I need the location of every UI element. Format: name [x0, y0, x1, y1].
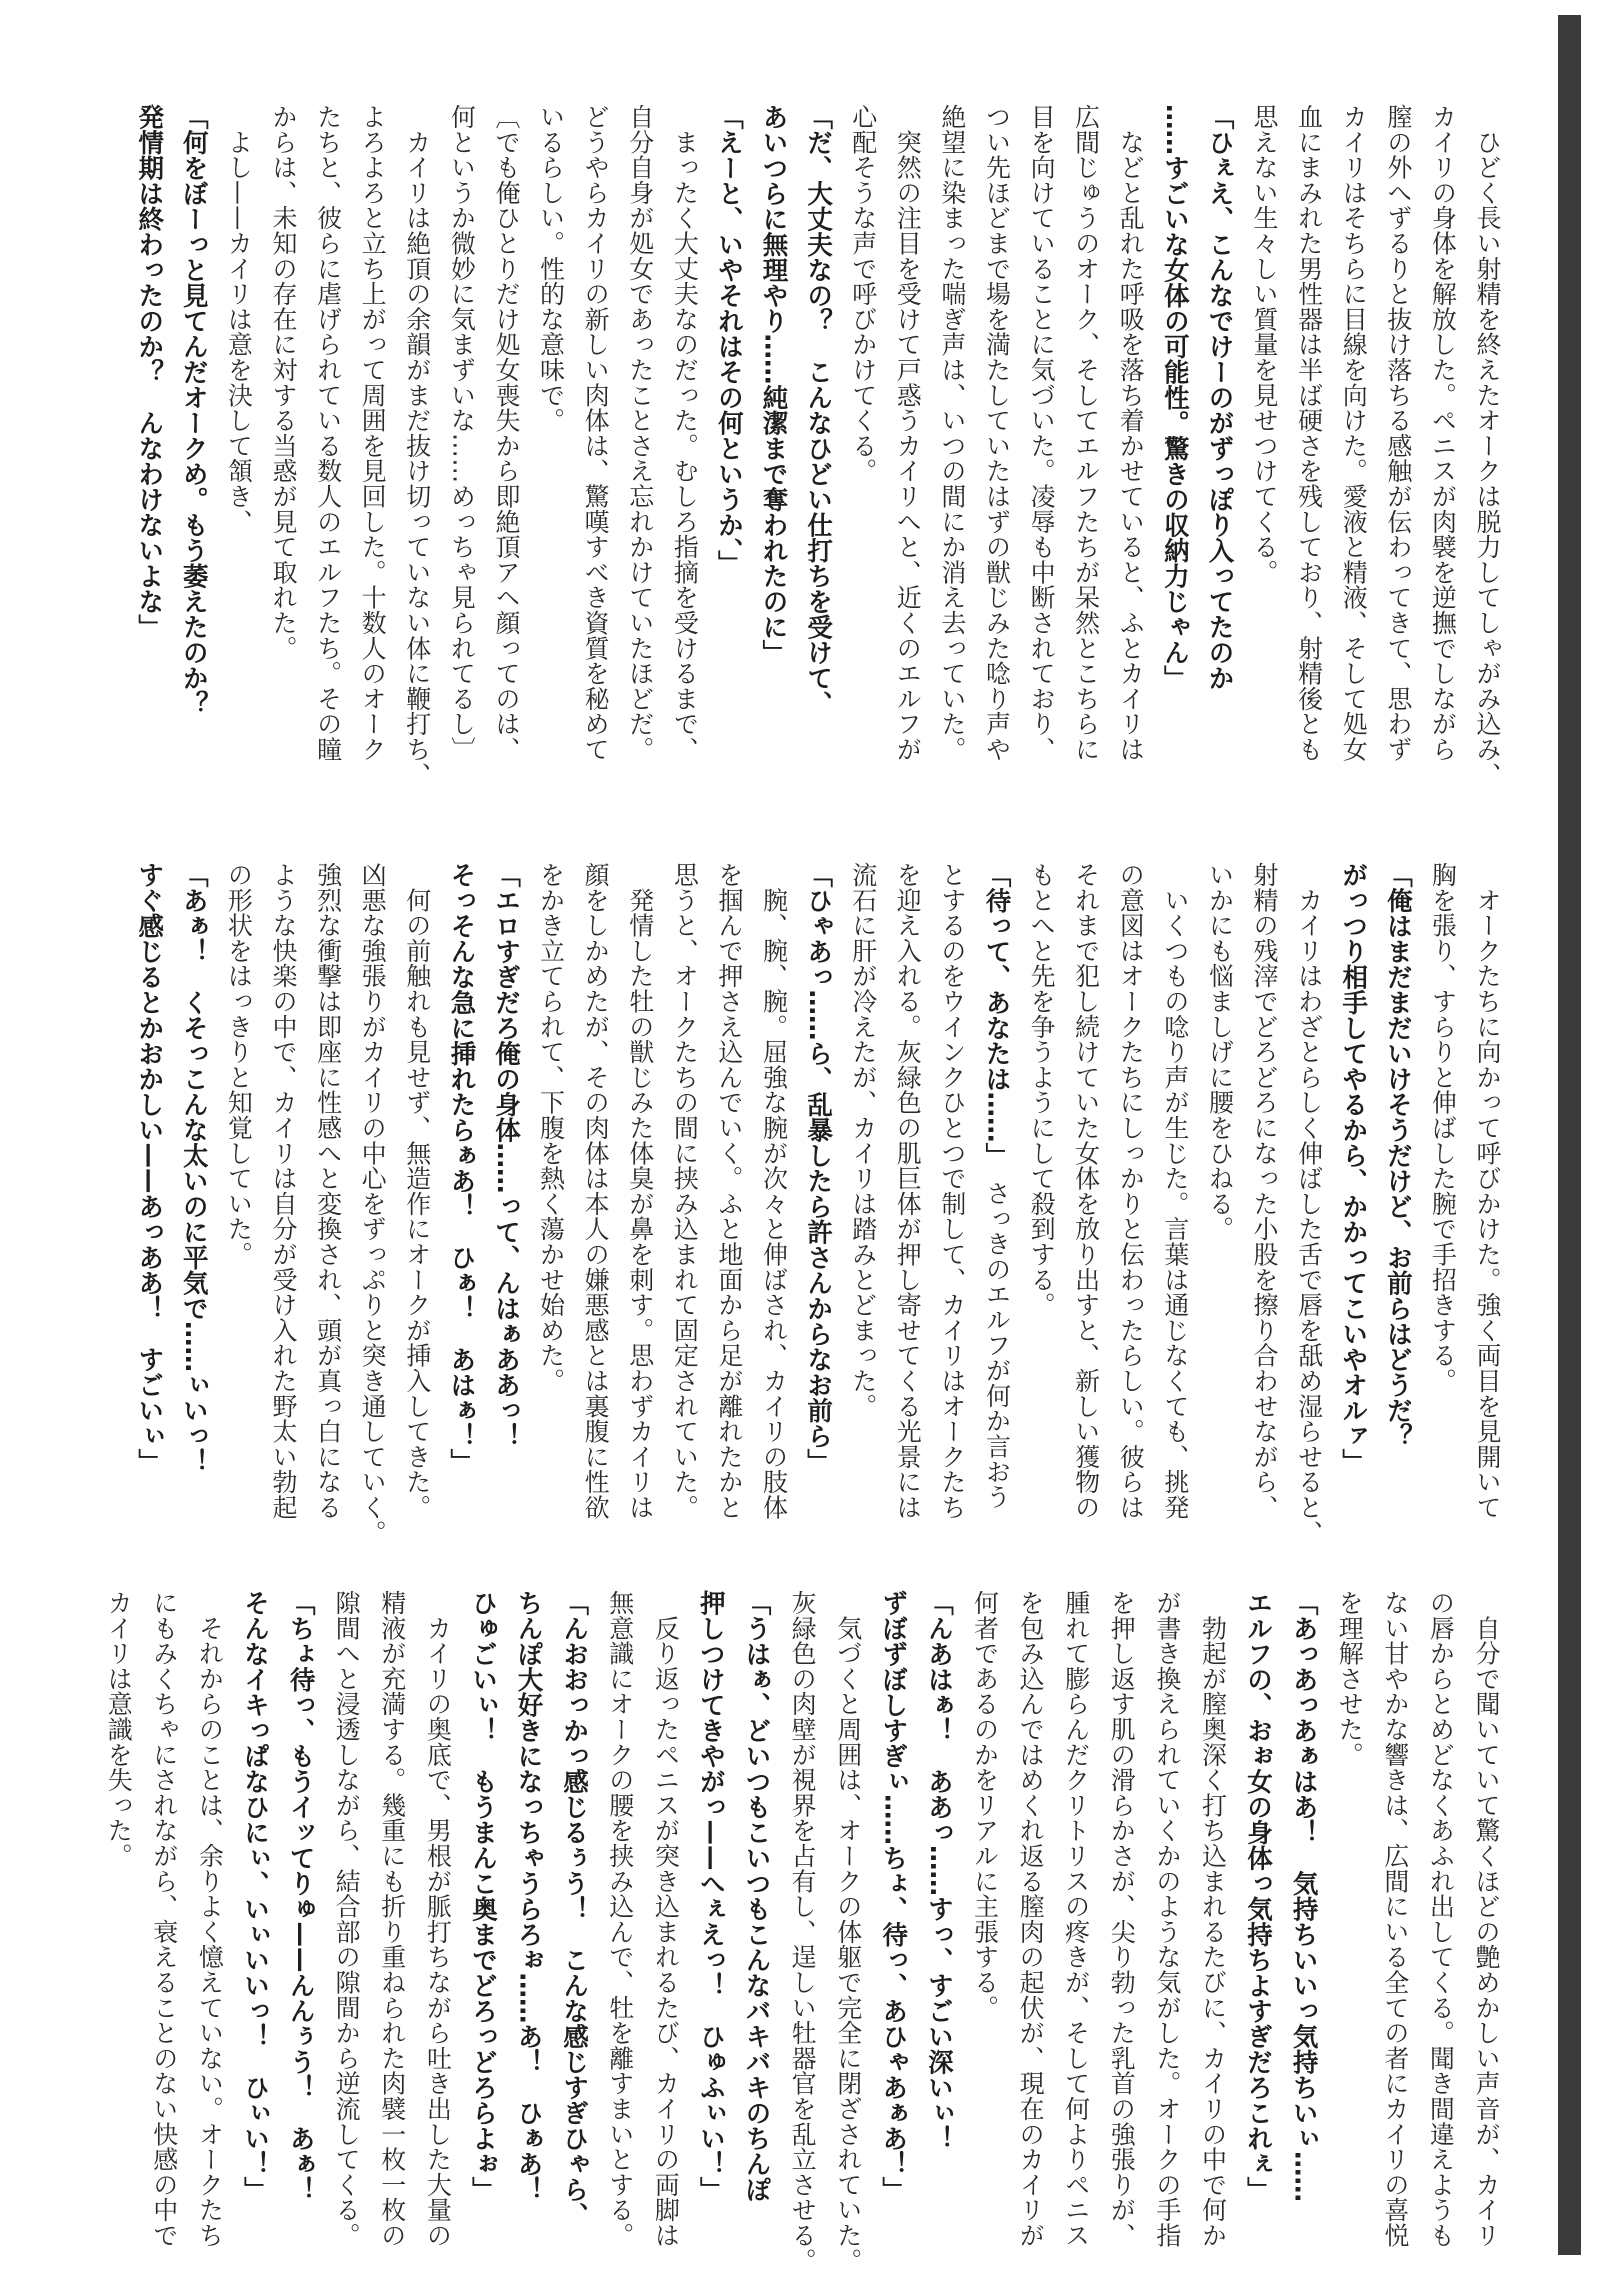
narration-text: いるらしい。性的な意味で。 — [536, 104, 566, 433]
narration-text: を包み込んではめくれ返る膣肉の起伏が、現在のカイリが — [1016, 1590, 1046, 2248]
narration-text: からは、未知の存在に対する当惑が見て取れた。 — [268, 104, 298, 661]
text-line — [871, 1590, 917, 2280]
text-line — [1197, 862, 1242, 1552]
narration-text: を掴んで押さえ込んでいく。ふと地面から足が離れたかと — [714, 862, 744, 1520]
narration-text: いかにも悩ましげに腰をひねる。 — [1205, 862, 1235, 1242]
text-line — [796, 862, 841, 1552]
text-line — [751, 104, 796, 794]
narration-text: 目を向けていることに気づいた。凌辱も中断されており、 — [1027, 104, 1057, 762]
narration-text: カイリは絶頂の余韻がまだ抜け切っていない体に鞭打ち、 — [402, 104, 432, 788]
text-line — [127, 862, 172, 1552]
text-line — [662, 862, 707, 1552]
text-line — [1108, 862, 1153, 1552]
narration-text: の唇からとめどなくあふれ出してくる。聞き間違えようも — [1426, 1590, 1456, 2248]
narration-text: つい先ほどまで場を満たしていたはずの獣じみた唸り声や — [982, 104, 1012, 762]
text-line — [305, 104, 350, 794]
narration-text: 自分自身が処女であったことさえ忘れかけていたほどだ。 — [625, 104, 655, 762]
narration-text: たちと、彼らに虐げられている数人のエルフたち。その瞳 — [313, 104, 343, 762]
text-line — [840, 104, 885, 794]
narration-text: 何者であるのかをリアルに主張する。 — [970, 1590, 1000, 2021]
dialogue-text: 「んあはぁ！ ああっ……すっ、すごい深いぃ！ — [923, 1590, 954, 2151]
text-line — [1281, 1590, 1327, 2280]
text-line — [1152, 104, 1197, 794]
dialogue-text: そっそんな急に挿れたらぁあ！ ひぁ！ あはぁ！」 — [446, 862, 477, 1474]
narration-text: どうやらカイリの新しい肉体は、驚嘆すべき資質を秘めて — [581, 104, 611, 762]
dialogue-text: 「んおおっかっ感じるぅう！ こんな感じすぎひゃら、 — [559, 1590, 590, 2228]
text-line — [1286, 862, 1331, 1552]
text-line — [1420, 862, 1465, 1552]
text-line — [1420, 104, 1465, 794]
text-line — [305, 862, 350, 1552]
text-line — [840, 862, 885, 1552]
text-line — [171, 104, 216, 794]
dialogue-text: 「待って、あなたは……」 — [981, 862, 1012, 1156]
narration-text: 反り返ったペニスが突き込まれるたび、カイリの両脚は — [651, 1590, 681, 2248]
narration-text: 射精の残滓でどろどろになった小股を擦り合わせながら、 — [1250, 862, 1280, 1520]
dialogue-text: 押しつけてきやがっ——へぇえっ！ ひゅふぃい！」 — [695, 1590, 726, 2202]
text-line — [171, 862, 216, 1552]
text-tier-top — [126, 104, 1509, 794]
text-line — [1464, 104, 1509, 794]
text-line — [483, 862, 528, 1552]
narration-text: を理解させた。 — [1335, 1590, 1365, 1768]
dialogue-text: そんなイキっぱなひにぃ、いぃいいっ！ ひぃい！」 — [239, 1590, 270, 2202]
narration-text: の意図はオークたちにしっかりと伝わったらしい。彼らは — [1116, 862, 1146, 1520]
text-line — [1007, 1590, 1053, 2280]
narration-text: 勃起が膣奥深く打ち込まれるたびに、カイリの中で何か — [1198, 1590, 1228, 2248]
narration-text: カイリは意識を失った。 — [104, 1590, 134, 1869]
narration-text: 精液が充満する。幾重にも折り重ねられた肉襞一枚一枚の — [377, 1590, 407, 2248]
text-line — [1053, 1590, 1099, 2280]
text-line — [394, 104, 439, 794]
text-line — [216, 862, 261, 1552]
text-line — [1235, 1590, 1281, 2280]
narration-text: 無意識にオークの腰を挟み込んで、牡を離すまいとする。 — [605, 1590, 635, 2248]
text-line — [662, 104, 707, 794]
text-line — [187, 1590, 233, 2280]
narration-text: よろよろと立ち上がって周囲を見回した。十数人のオーク — [358, 104, 388, 762]
text-line — [929, 104, 974, 794]
dialogue-text: ちんぽ大好きになっちゃうらろぉ……あ！ ひぁあ！ — [513, 1590, 544, 2202]
text-line — [1375, 862, 1420, 1552]
text-line — [1327, 1590, 1373, 2280]
text-line — [528, 862, 573, 1552]
text-line — [232, 1590, 278, 2280]
text-line — [369, 1590, 415, 2280]
narration-text: ない甘やかな響きは、広間にいる全ての者にカイリの喜悦 — [1380, 1590, 1410, 2248]
text-line — [780, 1590, 826, 2280]
text-line — [96, 1590, 142, 2280]
text-line — [796, 104, 841, 794]
dialogue-text: 「ひゃあっ……ら、乱暴したら許さんからなお前ら」 — [803, 862, 834, 1474]
narration-text: 凶悪な強張りがカイリの中心をずっぷりと突き通していく。 — [358, 862, 388, 1546]
narration-text: 心配そうな声で呼びかけてくる。 — [848, 104, 878, 484]
dialogue-text: 「俺はまだまだいけそうだけど、お前らはどうだ？ — [1382, 862, 1413, 1449]
text-tier-middle — [126, 862, 1509, 1552]
text-line — [260, 104, 305, 794]
narration-text: 突然の注目を受けて戸惑うカイリへと、近くのエルフが — [893, 104, 923, 762]
dialogue-text: ……すごいな女体の可能性。驚きの収納力じゃん」 — [1159, 104, 1190, 691]
text-line — [1063, 862, 1108, 1552]
narration-text: カイリの身体を解放した。ペニスが肉襞を逆撫でしながら — [1428, 104, 1458, 762]
text-line — [1464, 862, 1509, 1552]
dialogue-text: エルフの、おぉ女の身体っ気持ちよすぎだろこれぇ」 — [1243, 1590, 1274, 2202]
narration-text: それからのことは、余りよく憶えていない。オークたち — [195, 1590, 225, 2248]
narration-text: にもみくちゃにされながら、衰えることのない快感の中で — [149, 1590, 179, 2248]
text-line — [573, 104, 618, 794]
narration-text: を迎え入れる。灰緑色の肌巨体が押し寄せてくる光景には — [893, 862, 923, 1520]
text-line — [394, 862, 439, 1552]
text-line — [483, 104, 528, 794]
text-line — [127, 104, 172, 794]
text-line — [260, 862, 305, 1552]
narration-text: ような快楽の中で、カイリは自分が受け入れた野太い勃起 — [268, 862, 298, 1520]
text-line — [552, 1590, 598, 2280]
text-line — [1063, 104, 1108, 794]
text-line — [439, 104, 484, 794]
dialogue-text: 「あっあっあぁはあ！ 気持ちいいっ気持ちいぃ…… — [1288, 1590, 1319, 2202]
narration-text: もとへと先を争うようにして殺到する。 — [1027, 862, 1057, 1318]
text-line — [141, 1590, 187, 2280]
text-line — [885, 862, 930, 1552]
text-line — [962, 1590, 1008, 2280]
text-line — [1331, 862, 1376, 1552]
narration-text: カイリはそちらに目線を向けた。愛液と精液、そして処女 — [1339, 104, 1369, 762]
text-line — [439, 862, 484, 1552]
text-line — [1018, 862, 1063, 1552]
text-line — [350, 104, 395, 794]
text-line — [1197, 104, 1242, 794]
narration-text: まったく大丈夫なのだった。むしろ指摘を受けるまで、 — [670, 104, 700, 762]
narration-text: 発情した牡の獣じみた体臭が鼻を刺す。思わずカイリは — [625, 862, 655, 1520]
narration-text: の形状をはっきりと知覚していた。 — [224, 862, 254, 1267]
text-line — [706, 862, 751, 1552]
dialogue-text: ひゅごいぃ！ もうまんこ奥までどろっどろらよぉ」 — [467, 1590, 498, 2202]
narration-text: ひどく長い射精を終えたオークは脱力してしゃがみ込み、 — [1473, 104, 1502, 788]
dialogue-text: あいつらに無理やり……純潔まで奪われたのに」 — [758, 104, 789, 665]
narration-text: などと乱れた呼吸を落ち着かせていると、ふとカイリは — [1116, 104, 1146, 762]
text-line — [1241, 104, 1286, 794]
narration-text: 隙間へと浸透しながら、結合部の隙間から逆流してくる。 — [332, 1590, 362, 2248]
text-line — [324, 1590, 370, 2280]
narration-text: 腫れて膨らんだクリトリスの疼きが、そして何よりペニス — [1061, 1590, 1091, 2248]
text-line — [415, 1590, 461, 2280]
text-line — [1152, 862, 1197, 1552]
narration-text: さっきのエルフが何か言おう — [982, 1155, 1012, 1510]
dialogue-text: 「だ、大丈夫なの？ こんなひどい仕打ちを受けて、 — [803, 104, 834, 716]
narration-text: 思えない生々しい質量を見せつけてくる。 — [1250, 104, 1280, 585]
dialogue-text: ずぼずぼしすぎぃ……ちょ、待っ、あひゃあぁあ！」 — [878, 1590, 909, 2202]
narration-text: 灰緑色の肉壁が視界を占有し、逞しい牡器官を乱立させる。 — [788, 1590, 818, 2274]
text-line — [643, 1590, 689, 2280]
text-line — [1331, 104, 1376, 794]
text-line — [1463, 1590, 1509, 2280]
narration-text: 血にまみれた男性器は半ば硬さを残しており、射精後とも — [1294, 104, 1324, 762]
text-line — [1144, 1590, 1190, 2280]
narration-text: 顔をしかめたが、その肉体は本人の嫌悪感とは裏腹に性欲 — [581, 862, 611, 1520]
narration-text: 膣の外へずるりと抜け落ちる感触が伝わってきて、思わず — [1383, 104, 1413, 762]
text-line — [974, 862, 1019, 1552]
narration-text: 腕、腕、腕。屈強な腕が次々と伸ばされ、カイリの肢体 — [759, 862, 789, 1520]
narration-text: いくつもの唸り声が生じた。言葉は通じなくても、挑発 — [1160, 862, 1190, 1520]
narration-text: 何の前触れも見せず、無造作にオークが挿入してきた。 — [402, 862, 432, 1520]
narration-text: 胸を張り、すらりと伸ばした腕で手招きする。 — [1428, 862, 1458, 1394]
narration-text: 〔でも俺ひとりだけ処女喪失から即絶頂アヘ顔ってのは、 — [491, 104, 521, 762]
narration-text: 思うと、オークたちの間に挟み込まれて固定されていた。 — [670, 862, 700, 1520]
text-line — [597, 1590, 643, 2280]
narration-text: 流石に肝が冷えたが、カイリは踏みとどまった。 — [848, 862, 878, 1419]
text-line — [216, 104, 261, 794]
text-line — [528, 104, 573, 794]
text-line — [751, 862, 796, 1552]
dialogue-text: 「えーと、いやそれはその何というか、」 — [713, 104, 744, 576]
text-line — [825, 1590, 871, 2280]
text-line — [1190, 1590, 1236, 2280]
text-line — [573, 862, 618, 1552]
dialogue-text: 「うはぁ、どいつもこいつもこんなバキバキのちんぽ — [741, 1590, 772, 2202]
narration-text: 自分で聞いていて驚くほどの艶めかしい声音が、カイリ — [1472, 1590, 1501, 2248]
text-line — [706, 104, 751, 794]
narration-text: 強烈な衝撃は即座に性感へと変換され、頭が真っ白になる — [313, 862, 343, 1520]
text-line — [460, 1590, 506, 2280]
dialogue-text: 「エロすぎだろ俺の身体……って、んはぁああっ！ — [490, 862, 521, 1449]
text-line — [1372, 1590, 1418, 2280]
text-line — [1241, 862, 1286, 1552]
narration-text: それまで犯し続けていた女体を放り出すと、新しい獲物の — [1071, 862, 1101, 1520]
narration-text: が書き換えられていくかのような気がした。オークの手指 — [1152, 1590, 1182, 2248]
narration-text: よし——カイリは意を決して頷き、 — [224, 104, 254, 535]
dialogue-text: がっつり相手してやるから、かかってこいやオルァ」 — [1338, 862, 1369, 1474]
narration-text: オークたちに向かって呼びかけた。強く両目を見開いて — [1473, 862, 1502, 1520]
narration-text: 何というか微妙に気まずいな……めっちゃ見られてるし〕 — [447, 104, 477, 762]
text-line — [1418, 1590, 1464, 2280]
text-line — [916, 1590, 962, 2280]
text-line — [1108, 104, 1153, 794]
dialogue-text: 「ひぇえ、こんなでけーのがずっぽり入ってたのか — [1204, 104, 1235, 691]
text-line — [885, 104, 930, 794]
text-line — [617, 862, 662, 1552]
narration-text: を押し返す肌の滑らかさが、尖り勃った乳首の強張りが、 — [1107, 1590, 1137, 2248]
page-edge-bar — [1558, 15, 1581, 2255]
text-line — [617, 104, 662, 794]
dialogue-text: 「何をぼーっと見てんだオークめ。もう萎えたのか？ — [178, 104, 209, 716]
text-tier-bottom — [95, 1590, 1509, 2280]
dialogue-text: すぐ感じるとかおかしい——あっああ！ すごいぃ」 — [134, 862, 165, 1474]
narration-text: カイリの奥底で、男根が脈打ちながら吐き出した大量の — [423, 1590, 453, 2248]
text-line — [278, 1590, 324, 2280]
narration-text: 絶望に染まった喘ぎ声は、いつの間にか消え去っていた。 — [937, 104, 967, 762]
dialogue-text: 「あぁ！ くそっこんな太いのに平気で……ぃいっ！ — [178, 862, 209, 1474]
dialogue-text: 発情期は終わったのか？ んなわけないよな」 — [134, 104, 165, 640]
text-line — [1286, 104, 1331, 794]
narration-text: 広間じゅうのオーク、そしてエルフたちが呆然とこちらに — [1071, 104, 1101, 762]
text-line — [350, 862, 395, 1552]
narration-text: カイリはわざとらしく伸ばした舌で唇を舐め湿らせると、 — [1294, 862, 1324, 1546]
narration-text: をかき立てられて、下腹を熱く蕩かせ始めた。 — [536, 862, 566, 1394]
text-line — [688, 1590, 734, 2280]
text-line — [929, 862, 974, 1552]
text-line — [1018, 104, 1063, 794]
narration-text: 気づくと周囲は、オークの体躯で完全に閉ざされていた。 — [833, 1590, 863, 2274]
text-line — [734, 1590, 780, 2280]
text-line — [1099, 1590, 1145, 2280]
dialogue-text: 「ちょ待っ、もうイッてりゅ——んんぅう！ あぁ！ — [285, 1590, 316, 2202]
text-line — [506, 1590, 552, 2280]
text-line — [1375, 104, 1420, 794]
text-line — [974, 104, 1019, 794]
narration-text: とするのをウインクひとつで制して、カイリはオークたち — [937, 862, 967, 1520]
